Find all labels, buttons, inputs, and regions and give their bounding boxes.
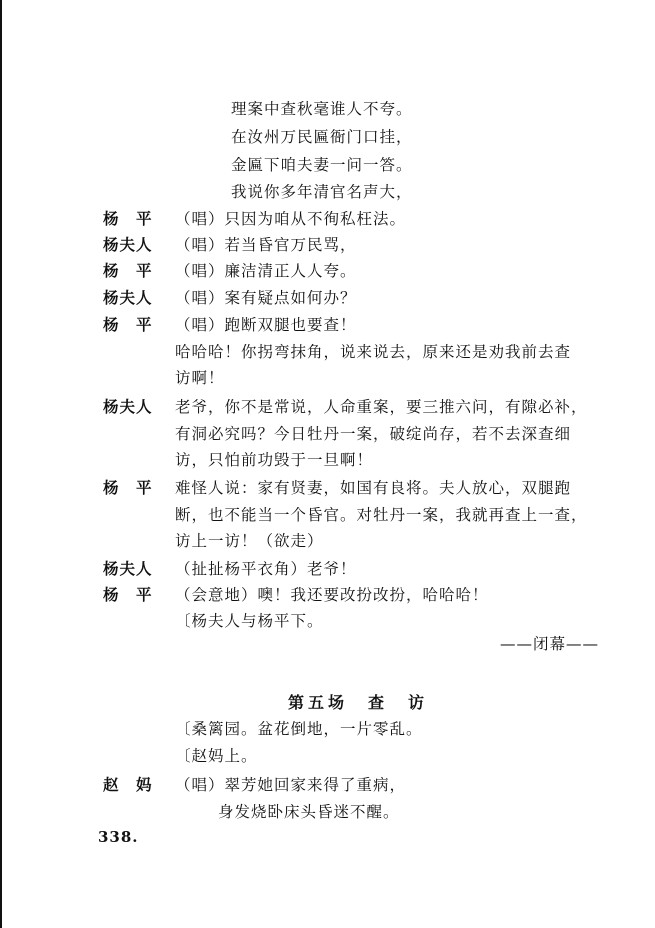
- verse-line: 在汝州万民匾衙门口挂，: [231, 128, 413, 146]
- verse-line: 身发烧卧床头昏迷不醒。: [218, 803, 400, 821]
- dialogue-text: 访上一访！（欲走）: [175, 532, 324, 550]
- dialogue-text: （会意地）噢！我还要改扮改扮，哈哈哈！: [175, 586, 489, 604]
- page-number: 338.: [98, 828, 139, 846]
- dialogue-text: 访啊！: [175, 369, 225, 387]
- dialogue-text: （唱）若当昏官万民骂，: [175, 236, 357, 254]
- dialogue-text: 断，也不能当一个昏官。对牡丹一案，我就再查上一查，: [175, 506, 588, 524]
- speaker-name: 杨夫人: [103, 397, 153, 416]
- verse-line: 我说你多年清官名声大，: [231, 183, 413, 201]
- dialogue-text: （唱）案有疑点如何办？: [175, 289, 357, 307]
- page-edge: [0, 0, 2, 928]
- stage-direction: 〔赵妈上。: [175, 747, 258, 765]
- speaker-name: 杨 平: [103, 585, 153, 604]
- dialogue-text: 访，只怕前功毁于一旦啊！: [175, 451, 374, 469]
- speaker-name: 杨 平: [103, 209, 153, 228]
- dialogue-text: （唱）廉洁清正人人夸。: [175, 262, 357, 280]
- dialogue-text: （唱）只因为咱从不徇私枉法。: [175, 210, 407, 228]
- speaker-name: 杨 平: [103, 315, 153, 334]
- dialogue-text: 老爷，你不是常说，人命重案，要三推六问，有隙必补，: [175, 398, 588, 416]
- dialogue-text: （唱）翠芳她回家来得了重病，: [175, 776, 407, 794]
- speaker-name: 杨 平: [103, 478, 153, 497]
- speaker-name: 杨夫人: [103, 559, 153, 578]
- speaker-name: 杨夫人: [103, 235, 153, 254]
- speaker-name: 杨 平: [103, 261, 153, 280]
- dialogue-text: （扯扯杨平衣角）老爷！: [175, 560, 357, 578]
- dialogue-text: 难怪人说：家有贤妻，如国有良将。夫人放心，双腿跑: [175, 479, 572, 497]
- dialogue-text: 有洞必究吗？今日牡丹一案，破绽尚存，若不去深查细: [175, 425, 572, 443]
- speaker-name: 赵 妈: [103, 775, 153, 794]
- dialogue-text: （唱）跑断双腿也要查！: [175, 316, 357, 334]
- stage-direction: 〔杨夫人与杨平下。: [175, 612, 324, 630]
- scene-title: 第五场 查 访: [288, 693, 429, 712]
- stage-direction: 〔桑篱园。盆花倒地，一片零乱。: [175, 720, 423, 738]
- verse-line: 理案中查秋毫谁人不夸。: [231, 100, 413, 118]
- curtain-close: ——闭幕——: [500, 635, 600, 653]
- speaker-name: 杨夫人: [103, 288, 153, 307]
- dialogue-text: 哈哈哈！你拐弯抹角，说来说去，原来还是劝我前去查: [175, 343, 572, 361]
- verse-line: 金匾下咱夫妻一问一答。: [231, 156, 413, 174]
